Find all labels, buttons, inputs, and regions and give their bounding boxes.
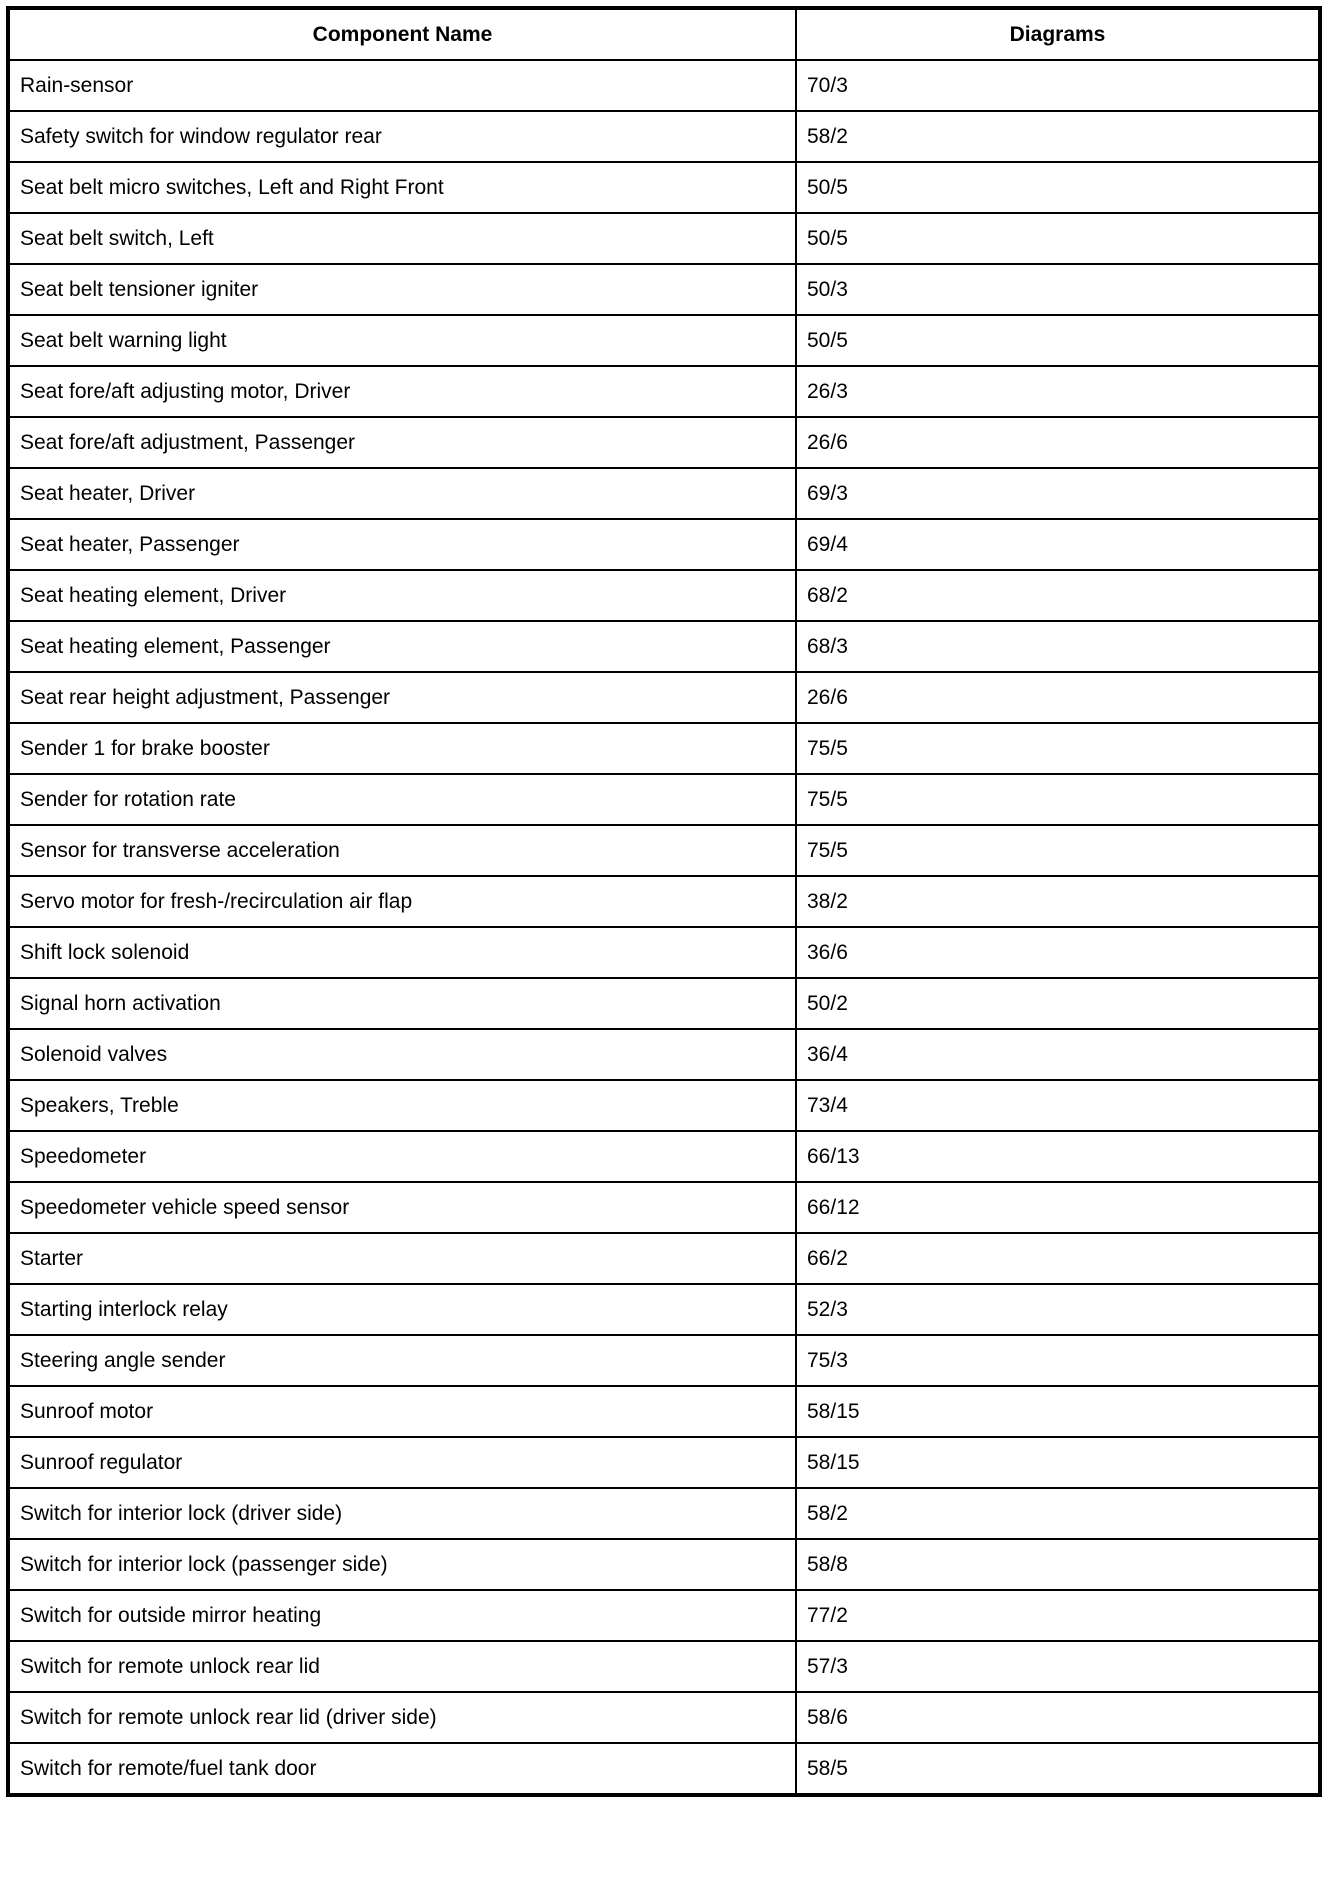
- diagram-cell: 69/4: [796, 519, 1320, 570]
- component-name-cell: Seat belt tensioner igniter: [8, 264, 796, 315]
- header-diagrams: Diagrams: [796, 8, 1320, 60]
- diagram-cell: 58/5: [796, 1743, 1320, 1795]
- component-name-cell: Sunroof motor: [8, 1386, 796, 1437]
- table-row: [8, 1692, 1320, 1743]
- table-row: [8, 519, 1320, 570]
- table-row: [8, 1590, 1320, 1641]
- component-name-cell: Solenoid valves: [8, 1029, 796, 1080]
- table-row: [8, 315, 1320, 366]
- diagram-cell: 68/2: [796, 570, 1320, 621]
- table-row: [8, 213, 1320, 264]
- diagram-cell: 50/5: [796, 213, 1320, 264]
- table-row: [8, 1437, 1320, 1488]
- component-name-cell: Speedometer vehicle speed sensor: [8, 1182, 796, 1233]
- diagram-cell: 58/2: [796, 1488, 1320, 1539]
- table-row: [8, 264, 1320, 315]
- table-row: [8, 162, 1320, 213]
- component-name-cell: Seat heating element, Driver: [8, 570, 796, 621]
- diagram-cell: 77/2: [796, 1590, 1320, 1641]
- table-row: [8, 1641, 1320, 1692]
- table-row: [8, 621, 1320, 672]
- component-name-cell: Speakers, Treble: [8, 1080, 796, 1131]
- component-name-cell: Starting interlock relay: [8, 1284, 796, 1335]
- table-row: [8, 468, 1320, 519]
- diagram-cell: 58/15: [796, 1386, 1320, 1437]
- table-row: [8, 825, 1320, 876]
- diagram-cell: 68/3: [796, 621, 1320, 672]
- diagram-cell: 58/2: [796, 111, 1320, 162]
- component-name-cell: Sensor for transverse acceleration: [8, 825, 796, 876]
- component-name-cell: Safety switch for window regulator rear: [8, 111, 796, 162]
- component-name-cell: Seat fore/aft adjustment, Passenger: [8, 417, 796, 468]
- table-row: [8, 1743, 1320, 1795]
- table-row: [8, 978, 1320, 1029]
- component-name-cell: Shift lock solenoid: [8, 927, 796, 978]
- header-component-name: Component Name: [8, 8, 796, 60]
- diagram-cell: 66/13: [796, 1131, 1320, 1182]
- component-name-cell: Seat rear height adjustment, Passenger: [8, 672, 796, 723]
- diagram-cell: 73/4: [796, 1080, 1320, 1131]
- table-row: [8, 417, 1320, 468]
- component-name-cell: Speedometer: [8, 1131, 796, 1182]
- component-name-cell: Seat heater, Passenger: [8, 519, 796, 570]
- diagram-cell: 75/3: [796, 1335, 1320, 1386]
- table-row: [8, 1131, 1320, 1182]
- component-name-cell: Signal horn activation: [8, 978, 796, 1029]
- diagram-cell: 75/5: [796, 723, 1320, 774]
- diagram-cell: 50/5: [796, 315, 1320, 366]
- component-name-cell: Seat fore/aft adjusting motor, Driver: [8, 366, 796, 417]
- component-name-cell: Switch for remote unlock rear lid (driver side): [8, 1692, 796, 1743]
- table-row: [8, 1182, 1320, 1233]
- table-row: [8, 60, 1320, 111]
- diagram-cell: 58/6: [796, 1692, 1320, 1743]
- table-row: [8, 723, 1320, 774]
- table-row: [8, 672, 1320, 723]
- diagram-cell: 75/5: [796, 774, 1320, 825]
- diagram-cell: 26/6: [796, 417, 1320, 468]
- component-name-cell: Seat belt switch, Left: [8, 213, 796, 264]
- diagram-cell: 50/3: [796, 264, 1320, 315]
- component-name-cell: Switch for interior lock (driver side): [8, 1488, 796, 1539]
- component-diagram-table: [6, 6, 1322, 1797]
- table-row: [8, 774, 1320, 825]
- table-row: [8, 876, 1320, 927]
- diagram-cell: 58/15: [796, 1437, 1320, 1488]
- diagram-cell: 26/6: [796, 672, 1320, 723]
- table-row: [8, 1335, 1320, 1386]
- table-header-row: [8, 8, 1320, 60]
- diagram-cell: 66/2: [796, 1233, 1320, 1284]
- diagram-cell: 69/3: [796, 468, 1320, 519]
- diagram-cell: 58/8: [796, 1539, 1320, 1590]
- component-name-cell: Servo motor for fresh-/recirculation air flap: [8, 876, 796, 927]
- component-name-cell: Seat belt warning light: [8, 315, 796, 366]
- diagram-cell: 50/2: [796, 978, 1320, 1029]
- component-name-cell: Rain-sensor: [8, 60, 796, 111]
- component-name-cell: Starter: [8, 1233, 796, 1284]
- table-row: [8, 927, 1320, 978]
- table-row: [8, 1386, 1320, 1437]
- diagram-cell: 50/5: [796, 162, 1320, 213]
- component-name-cell: Seat heating element, Passenger: [8, 621, 796, 672]
- component-name-cell: Seat belt micro switches, Left and Right Front: [8, 162, 796, 213]
- table-row: [8, 1284, 1320, 1335]
- diagram-cell: 66/12: [796, 1182, 1320, 1233]
- table-row: [8, 1539, 1320, 1590]
- diagram-cell: 36/4: [796, 1029, 1320, 1080]
- component-name-cell: Switch for interior lock (passenger side): [8, 1539, 796, 1590]
- component-name-cell: Switch for remote/fuel tank door: [8, 1743, 796, 1795]
- table-row: [8, 1233, 1320, 1284]
- component-name-cell: Sender 1 for brake booster: [8, 723, 796, 774]
- diagram-cell: 26/3: [796, 366, 1320, 417]
- component-name-cell: Steering angle sender: [8, 1335, 796, 1386]
- component-name-cell: Switch for outside mirror heating: [8, 1590, 796, 1641]
- component-name-cell: Seat heater, Driver: [8, 468, 796, 519]
- table-row: [8, 570, 1320, 621]
- table-row: [8, 366, 1320, 417]
- diagram-cell: 57/3: [796, 1641, 1320, 1692]
- diagram-cell: 52/3: [796, 1284, 1320, 1335]
- table-row: [8, 1080, 1320, 1131]
- component-name-cell: Switch for remote unlock rear lid: [8, 1641, 796, 1692]
- diagram-cell: 75/5: [796, 825, 1320, 876]
- diagram-cell: 36/6: [796, 927, 1320, 978]
- table-row: [8, 111, 1320, 162]
- table-row: [8, 1029, 1320, 1080]
- component-name-cell: Sunroof regulator: [8, 1437, 796, 1488]
- table-row: [8, 1488, 1320, 1539]
- diagram-cell: 70/3: [796, 60, 1320, 111]
- diagram-cell: 38/2: [796, 876, 1320, 927]
- component-name-cell: Sender for rotation rate: [8, 774, 796, 825]
